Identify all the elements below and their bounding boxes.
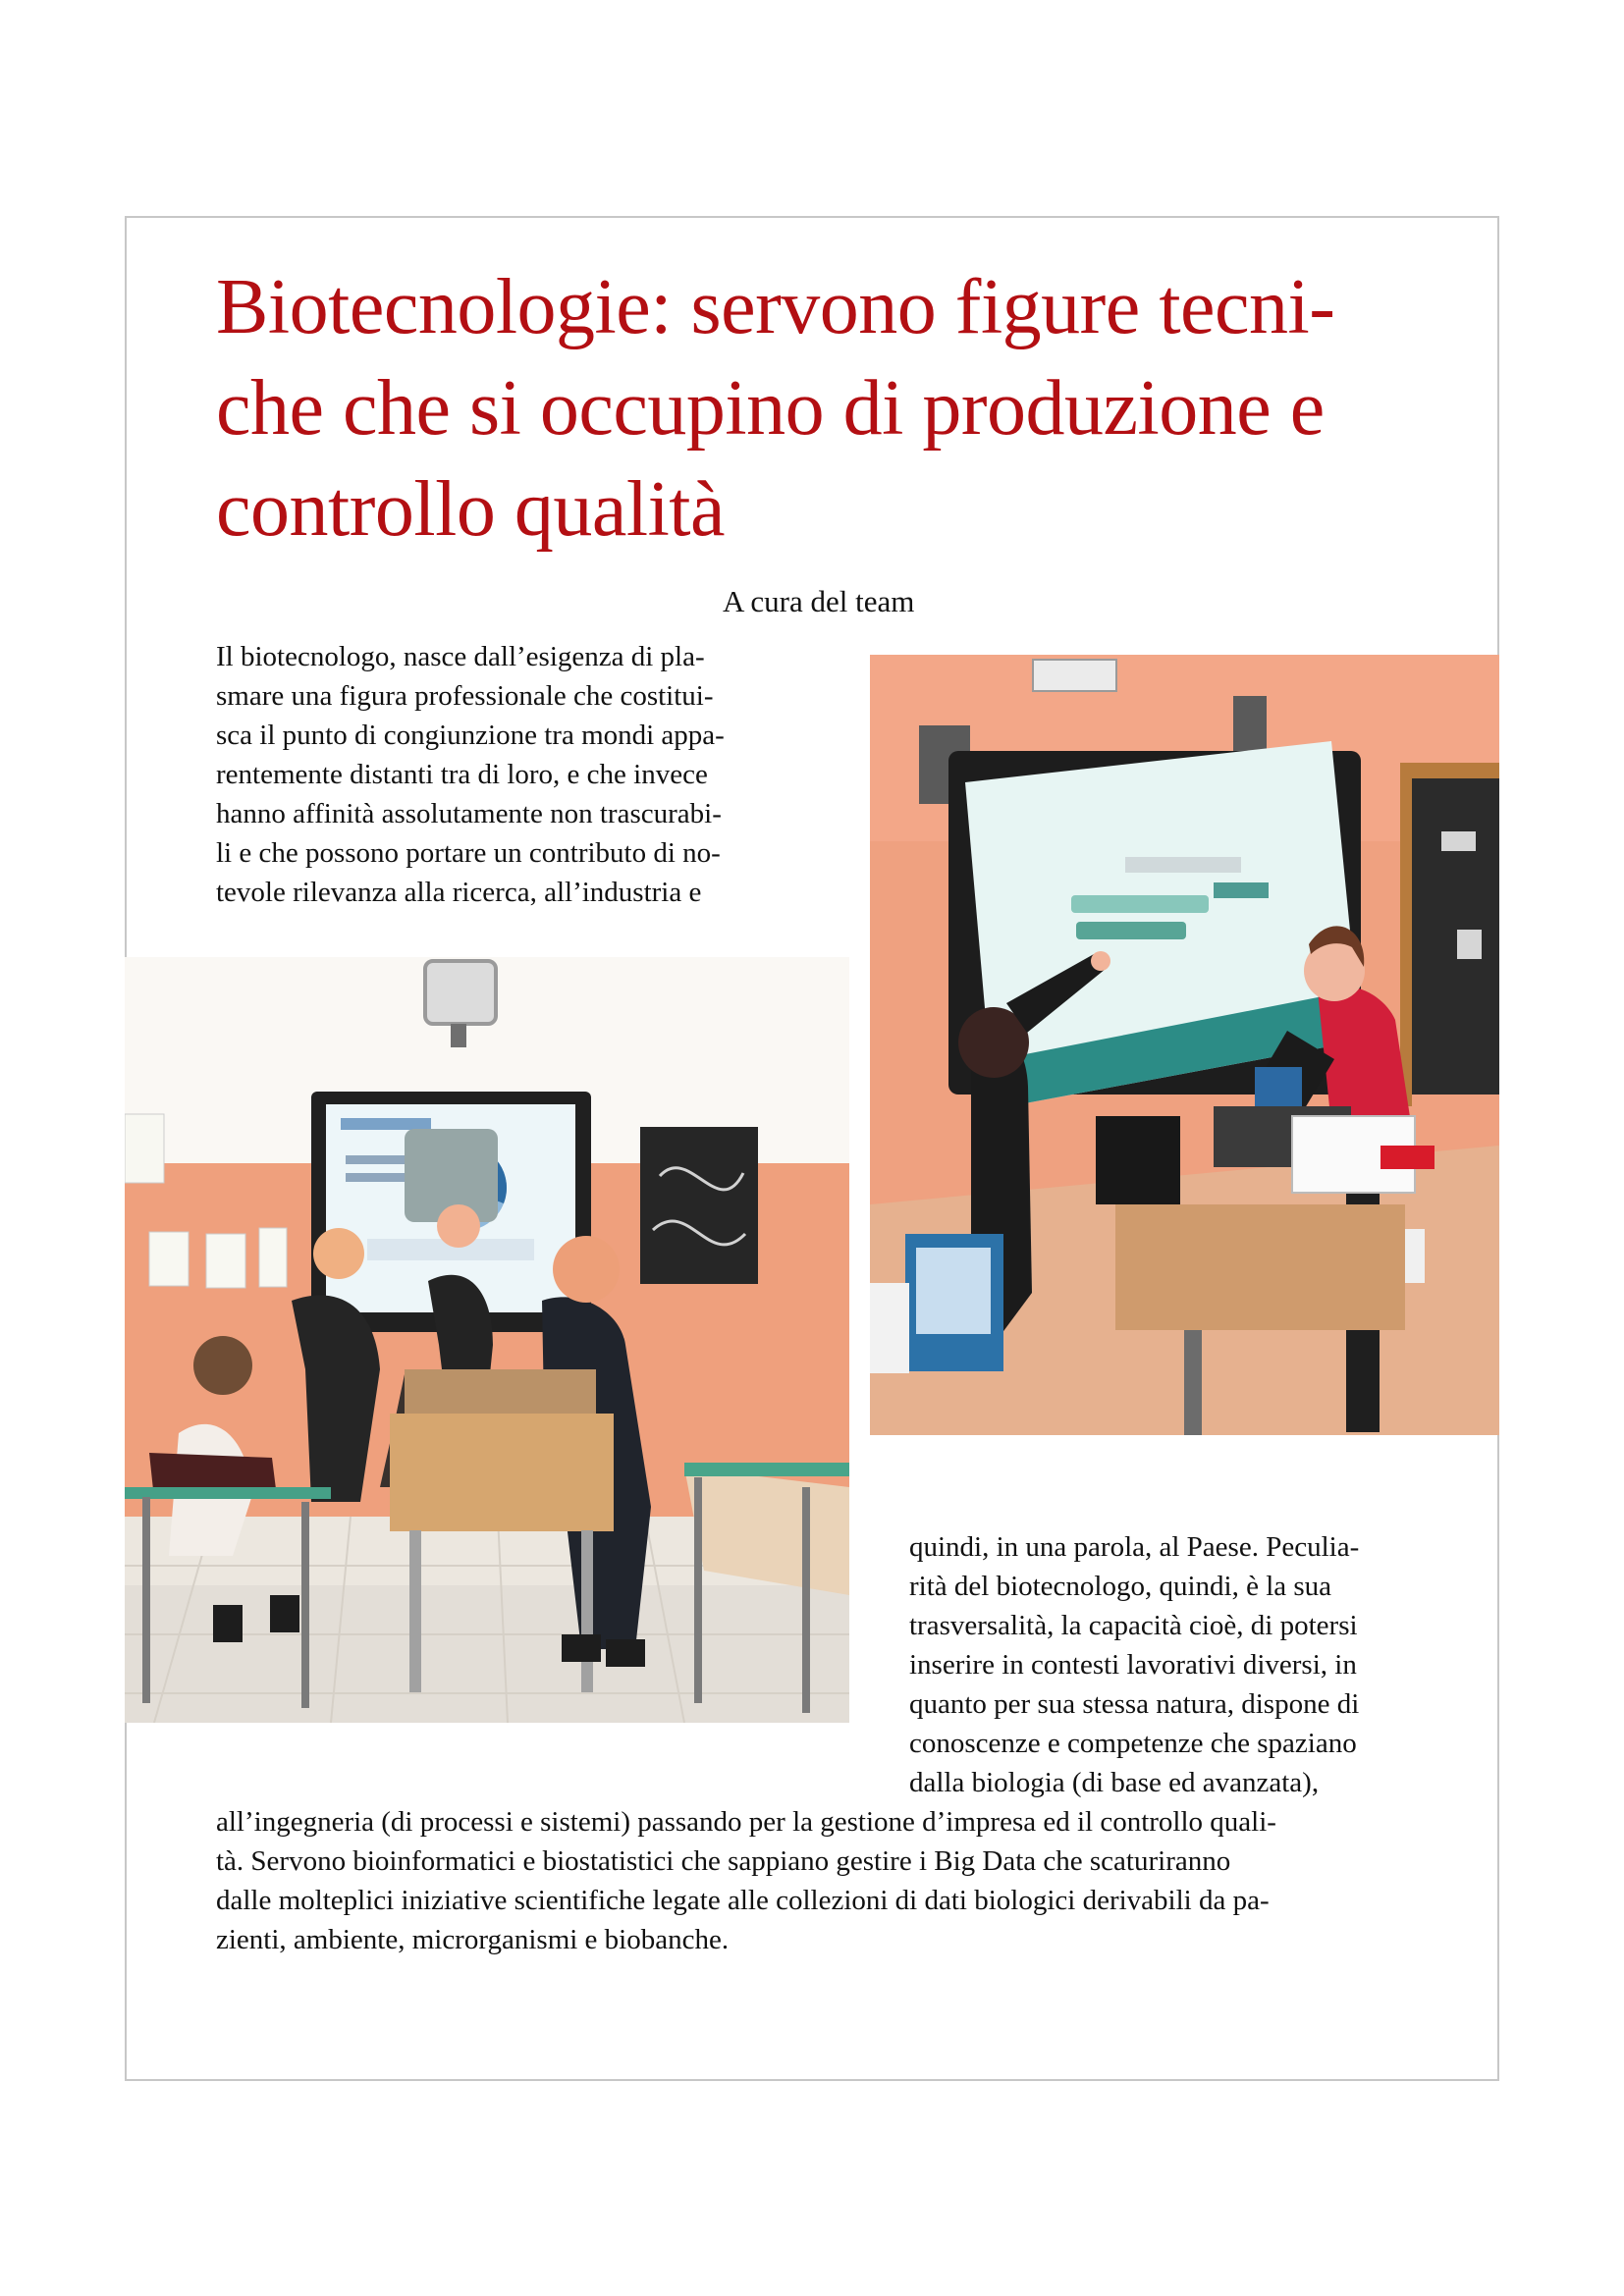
- continuation-line-7: dalla biologia (di base ed avanzata),: [909, 1767, 1320, 1798]
- closing-line-2: tà. Servono bioinformatici e biostatistici che sappiano gestire i Big Data che scaturiranno: [216, 1845, 1231, 1877]
- closing-line-3: dalle molteplici iniziative scientifiche legate alle collezioni di dati biologici derivabili da pa-: [216, 1885, 1270, 1916]
- interactive-whiteboard-photo: [870, 655, 1499, 1435]
- closing-line-1: all’ingegneria (di processi e sistemi) passando per la gestione d’impresa ed il controllo quali-: [216, 1806, 1276, 1838]
- article-byline: A cura del team: [723, 584, 915, 618]
- intro-line-1: Il biotecnologo, nasce dall’esigenza di pla-: [216, 641, 705, 672]
- title-line-3: controllo qualità: [216, 466, 726, 553]
- intro-line-6: li e che possono portare un contributo di no-: [216, 837, 721, 869]
- intro-line-5: hanno affinità assolutamente non trascurabi-: [216, 798, 722, 829]
- intro-line-4: rentemente distanti tra di loro, e che invece: [216, 759, 708, 790]
- title-line-2: che che si occupino di produzione e: [216, 365, 1325, 452]
- article-title: [216, 257, 1434, 561]
- continuation-line-3: trasversalità, la capacità cioè, di potersi: [909, 1610, 1358, 1641]
- continuation-line-5: quanto per sua stessa natura, dispone di: [909, 1688, 1360, 1720]
- article-continuation-paragraph: [909, 1527, 1359, 1802]
- intro-line-3: sca il punto di congiunzione tra mondi appa-: [216, 720, 725, 751]
- classroom-presentation-photo: [125, 957, 849, 1723]
- intro-line-7: tevole rilevanza alla ricerca, all’industria e: [216, 877, 702, 908]
- continuation-line-4: inserire in contesti lavorativi diversi, in: [909, 1649, 1357, 1681]
- continuation-line-2: rità del biotecnologo, quindi, è la sua: [909, 1571, 1332, 1602]
- continuation-line-6: conoscenze e competenze che spaziano: [909, 1728, 1357, 1759]
- article-closing-paragraph: [216, 1802, 1276, 1959]
- intro-line-2: smare una figura professionale che costitui-: [216, 680, 714, 712]
- title-line-1: Biotecnologie: servono figure tecni-: [216, 264, 1335, 350]
- continuation-line-1: quindi, in una parola, al Paese. Peculia-: [909, 1531, 1360, 1563]
- closing-line-4: zienti, ambiente, microrganismi e biobanche.: [216, 1924, 730, 1955]
- article-intro-paragraph: [216, 637, 725, 912]
